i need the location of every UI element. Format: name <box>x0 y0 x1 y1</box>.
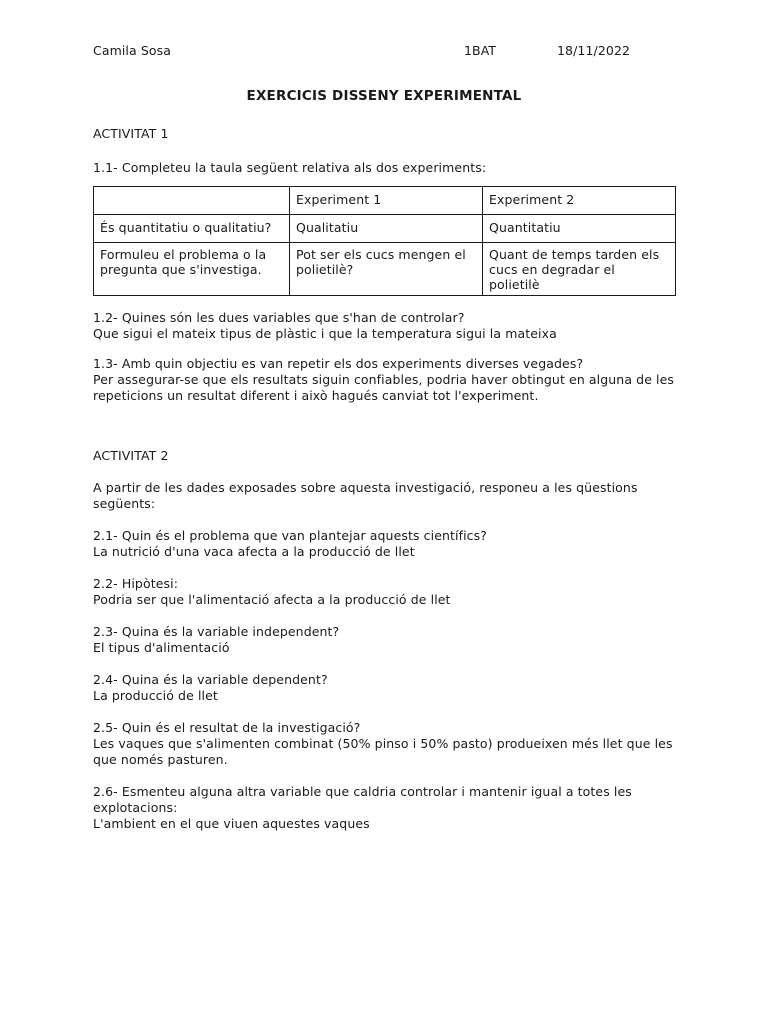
table-cell: Qualitatiu <box>290 215 483 243</box>
experiments-table <box>93 186 676 296</box>
course-label: 1BAT <box>464 43 497 58</box>
question-1-3: 1.3- Amb quin objectiu es van repetir els dos experiments diverses vegades? <box>93 356 584 371</box>
table-row <box>94 243 676 296</box>
document-header <box>93 43 675 61</box>
answer-2-2: Podria ser que l'alimentació afecta a la producció de llet <box>93 592 451 607</box>
table-row <box>94 215 676 243</box>
question-2-6: 2.6- Esmenteu alguna altra variable que caldria controlar i mantenir igual a totes les explotacions: <box>93 784 632 815</box>
answer-1-2: Que sigui el mateix tipus de plàstic i que la temperatura sigui la mateixa <box>93 326 557 341</box>
student-name: Camila Sosa <box>93 43 171 58</box>
answer-2-5: Les vaques que s'alimenten combinat (50% pinso i 50% pasto) produeixen més llet que les que només pasturen. <box>93 736 673 767</box>
answer-2-1: La nutrició d'una vaca afecta a la producció de llet <box>93 544 415 559</box>
question-1-2: 1.2- Quines són les dues variables que s'han de controlar? <box>93 310 465 325</box>
table-cell: Experiment 1 <box>290 187 483 215</box>
question-2-4: 2.4- Quina és la variable dependent? <box>93 672 328 687</box>
table-cell: Formuleu el problema o la pregunta que s'investiga. <box>94 243 290 296</box>
table-cell: Quant de temps tarden els cucs en degradar el polietilè <box>483 243 676 296</box>
table-cell: Quantitatiu <box>483 215 676 243</box>
table-cell: És quantitatiu o qualitatiu? <box>94 215 290 243</box>
table-cell <box>94 187 290 215</box>
question-2-3: 2.3- Quina és la variable independent? <box>93 624 340 639</box>
question-2-5: 2.5- Quin és el resultat de la investigació? <box>93 720 361 735</box>
table-cell: Experiment 2 <box>483 187 676 215</box>
activity1-heading: ACTIVITAT 1 <box>93 126 169 141</box>
question-1-1: 1.1- Completeu la taula següent relativa als dos experiments: <box>93 160 487 175</box>
activity2-heading: ACTIVITAT 2 <box>93 448 169 463</box>
date-label: 18/11/2022 <box>557 43 631 58</box>
answer-2-3: El tipus d'alimentació <box>93 640 230 655</box>
activity2-intro: A partir de les dades exposades sobre aquesta investigació, responeu a les qüestions següents: <box>93 480 638 511</box>
answer-2-6: L'ambient en el que viuen aquestes vaques <box>93 816 370 831</box>
answer-1-3: Per assegurar-se que els resultats siguin confiables, podria haver obtingut en alguna de les repeticions un resultat diferent i això hagués canviat tot l'experiment. <box>93 372 675 403</box>
question-2-2: 2.2- Hipòtesi: <box>93 576 179 591</box>
question-2-1: 2.1- Quin és el problema que van plantejar aquests científics? <box>93 528 487 543</box>
page-title: EXERCICIS DISSENY EXPERIMENTAL <box>246 88 522 104</box>
answer-2-4: La producció de llet <box>93 688 218 703</box>
table-cell: Pot ser els cucs mengen el polietilè? <box>290 243 483 296</box>
document-body <box>93 126 683 832</box>
table-header-row <box>94 187 676 215</box>
